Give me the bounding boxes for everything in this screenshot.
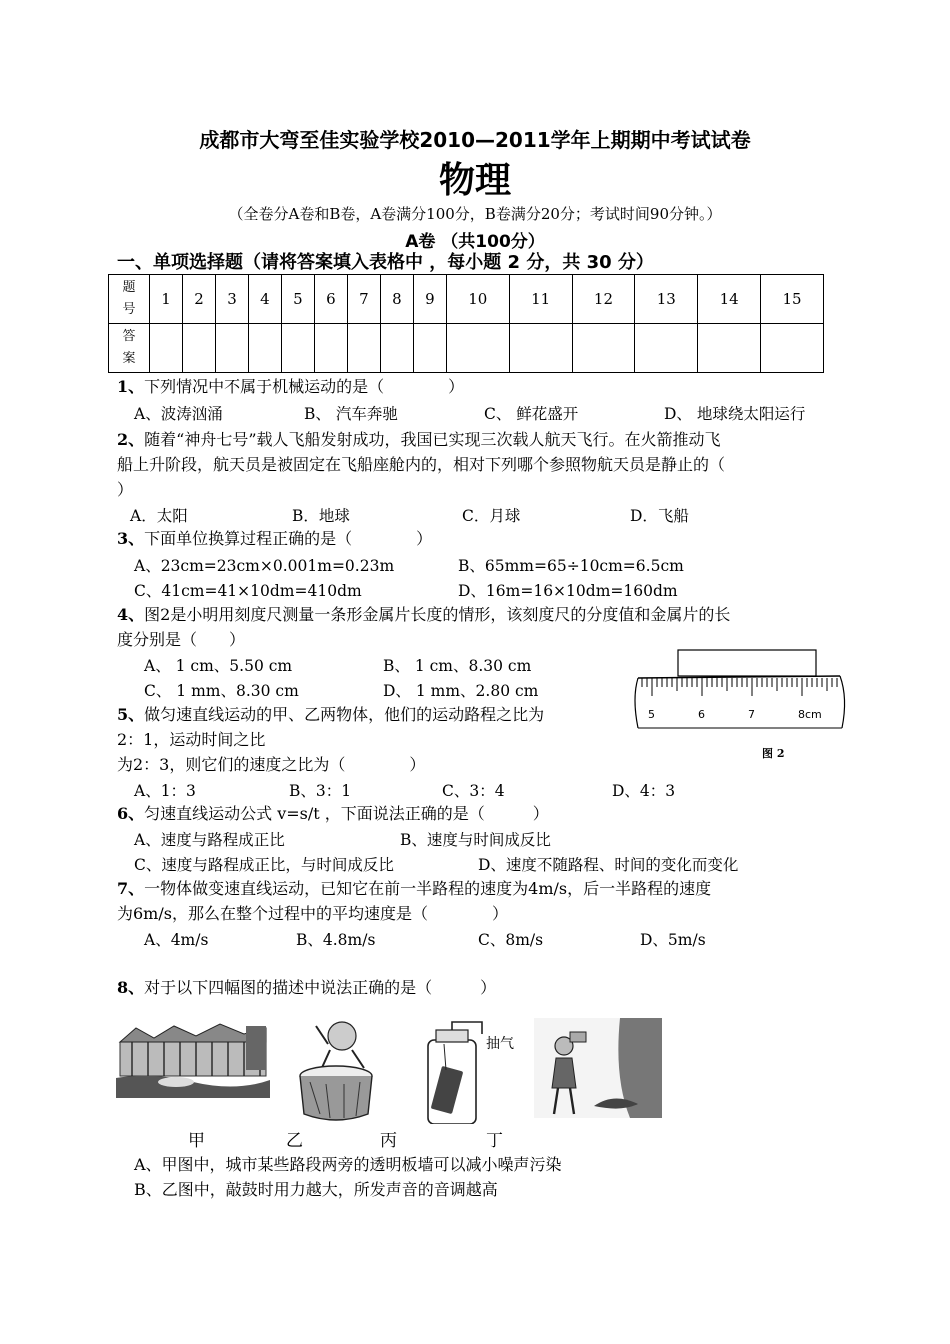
- question-number-cell: 2: [182, 275, 215, 324]
- option-a: A、波涛汹涌: [134, 405, 223, 423]
- picture-bing-vacuum-jar: [414, 1018, 524, 1124]
- answer-table-row-header: [109, 324, 150, 373]
- header-char: 号: [122, 302, 136, 317]
- option-b: B、65mm=65÷10cm=6.5cm: [458, 557, 684, 575]
- question-number-cell: 8: [380, 275, 413, 324]
- question-number-cell: 9: [413, 275, 446, 324]
- picture-ding-person: [534, 1018, 662, 1118]
- figure-label: 图 2: [762, 747, 785, 760]
- answer-table-number-row: [109, 275, 824, 324]
- picture-label-bing: 丙: [380, 1131, 397, 1151]
- answer-table-row-header: [109, 275, 150, 324]
- question-number: 7、: [117, 879, 145, 898]
- answer-cell[interactable]: [150, 324, 183, 373]
- question-number-cell: 15: [761, 275, 824, 324]
- option-b: B、 1 cm、8.30 cm: [383, 657, 532, 675]
- answer-cell[interactable]: [347, 324, 380, 373]
- question-7-line-2: 为6m/s，那么在整个过程中的平均速度是（ ）: [117, 904, 508, 923]
- option-d: D、 1 mm、2.80 cm: [383, 682, 539, 700]
- answer-cell[interactable]: [413, 324, 446, 373]
- question-1: [117, 374, 464, 399]
- answer-cell[interactable]: [572, 324, 635, 373]
- question-number-cell: 6: [314, 275, 347, 324]
- question-number: 5、: [117, 705, 145, 724]
- header-char: 答: [122, 329, 136, 344]
- picture-label-yi: 乙: [286, 1131, 303, 1151]
- exam-note: （全卷分A卷和B卷，A卷满分100分，B卷满分20分；考试时间90分钟。）: [228, 205, 722, 223]
- option-b: B、3：1: [289, 782, 352, 800]
- answer-cell[interactable]: [314, 324, 347, 373]
- question-3: [117, 526, 432, 551]
- option-b: B、 汽车奔驰: [304, 405, 398, 423]
- ruler-top-edge: [638, 676, 840, 678]
- option-a: A、4m/s: [144, 931, 209, 949]
- question-number: 1、: [117, 377, 145, 396]
- subject-title: 物理: [438, 160, 511, 201]
- option-d: D、速度不随路程、时间的变化而变化: [478, 856, 739, 874]
- question-number-cell: 13: [635, 275, 698, 324]
- question-number-cell: 11: [509, 275, 572, 324]
- option-d: D、 地球绕太阳运行: [664, 405, 806, 423]
- question-stem-line: 一物体做变速直线运动，已知它在前一半路程的速度为4m/s，后一半路程的速度: [144, 879, 712, 898]
- question-4: [117, 602, 730, 627]
- answer-cell[interactable]: [698, 324, 761, 373]
- ruler-label: 5: [648, 708, 655, 721]
- question-5: [117, 702, 544, 727]
- ruler-left-edge: [635, 678, 638, 728]
- answer-cell[interactable]: [248, 324, 281, 373]
- answer-cell[interactable]: [446, 324, 509, 373]
- question-number-cell: 5: [281, 275, 314, 324]
- header-char: 案: [122, 351, 136, 366]
- question-number-cell: 1: [150, 275, 183, 324]
- question-2: [117, 427, 721, 452]
- option-d: D、5m/s: [640, 931, 706, 949]
- ruler-label: 8cm: [798, 708, 822, 721]
- picture-yi-drum: [290, 1014, 382, 1124]
- question-6: [117, 801, 549, 826]
- option-a: A、 1 cm、5.50 cm: [144, 657, 293, 675]
- option-c: C、41cm=41×10dm=410dm: [134, 582, 362, 600]
- option-c: C、 鲜花盛开: [484, 405, 579, 423]
- option-a: A、速度与路程成正比: [134, 831, 285, 849]
- answer-table: [108, 274, 824, 373]
- answer-cell[interactable]: [281, 324, 314, 373]
- answer-cell[interactable]: [215, 324, 248, 373]
- ruler-right-edge: [840, 676, 845, 728]
- question-number: 8、: [117, 978, 145, 997]
- option-c: C、3：4: [442, 782, 505, 800]
- option-b: B．地球: [292, 507, 350, 525]
- question-number: 4、: [117, 605, 145, 624]
- question-number-cell: 7: [347, 275, 380, 324]
- question-stem-line: 随着“神舟七号”载人飞船发射成功，我国已实现三次载人航天飞行。在火箭推动飞: [144, 430, 721, 449]
- question-stem: 对于以下四幅图的描述中说法正确的是（ ）: [144, 978, 497, 997]
- header-char: 题: [122, 280, 136, 295]
- pump-air-label: 抽气: [486, 1036, 514, 1052]
- question-4-line-2: 度分别是（ ）: [117, 630, 246, 649]
- picture-jia-sound-barrier: [116, 1020, 270, 1098]
- question-8: [117, 975, 496, 1000]
- paper-a-heading: A卷 （共100分）: [405, 232, 545, 252]
- ruler-ticks: [642, 678, 837, 696]
- question-number-cell: 10: [446, 275, 509, 324]
- question-stem-line: 图2是小明用刻度尺测量一条形金属片长度的情形，该刻度尺的分度值和金属片的长: [144, 605, 731, 624]
- option-d: D、4：3: [612, 782, 676, 800]
- answer-cell[interactable]: [635, 324, 698, 373]
- option-a: A．太阳: [130, 507, 188, 525]
- question-2-line-2: 船上升阶段，航天员是被固定在飞船座舱内的，相对下列哪个参照物航天员是静止的（: [117, 455, 726, 474]
- answer-table-answer-row: [109, 324, 824, 373]
- question-number-cell: 14: [698, 275, 761, 324]
- ruler-label: 7: [748, 708, 755, 721]
- question-stem: 匀速直线运动公式 v=s/t ，下面说法正确的是（ ）: [144, 804, 549, 823]
- option-c: C、 1 mm、8.30 cm: [144, 682, 299, 700]
- question-number: 6、: [117, 804, 145, 823]
- option-a: A、23cm=23cm×0.001m=0.23m: [134, 557, 395, 575]
- option-c: C、速度与路程成正比，与时间成反比: [134, 856, 394, 874]
- question-5-line-2: 2：1，运动时间之比: [117, 730, 266, 749]
- picture-label-ding: 丁: [486, 1131, 503, 1151]
- question-stem: 下列情况中不属于机械运动的是（ ）: [144, 377, 465, 396]
- metal-strip: [678, 650, 816, 676]
- question-stem-line: 做匀速直线运动的甲、乙两物体，他们的运动路程之比为: [144, 705, 545, 724]
- exam-title: 成都市大弯至佳实验学校2010—2011学年上期期中考试试卷: [199, 128, 751, 152]
- option-d: D．飞船: [630, 507, 689, 525]
- option-b: B、速度与时间成反比: [400, 831, 551, 849]
- question-number: 2、: [117, 430, 145, 449]
- answer-cell[interactable]: [509, 324, 572, 373]
- option-b: B、乙图中，敲鼓时用力越大，所发声音的音调越高: [134, 1180, 498, 1199]
- question-stem: 下面单位换算过程正确的是（ ）: [144, 529, 433, 548]
- option-c: C、8m/s: [478, 931, 544, 949]
- answer-cell[interactable]: [761, 324, 824, 373]
- question-5-line-3: 为2：3，则它们的速度之比为（ ）: [117, 755, 426, 774]
- picture-label-jia: 甲: [188, 1131, 205, 1151]
- option-b: B、4.8m/s: [296, 931, 376, 949]
- answer-cell[interactable]: [380, 324, 413, 373]
- answer-cell[interactable]: [182, 324, 215, 373]
- option-a: A、1：3: [134, 782, 196, 800]
- question-2-line-3: ）: [117, 480, 134, 499]
- option-a: A、甲图中，城市某些路段两旁的透明板墙可以减小噪声污染: [134, 1155, 562, 1174]
- question-number-cell: 12: [572, 275, 635, 324]
- question-number-cell: 3: [215, 275, 248, 324]
- question-7: [117, 876, 711, 901]
- question-number-cell: 4: [248, 275, 281, 324]
- ruler-label: 6: [698, 708, 705, 721]
- option-c: C．月球: [462, 507, 521, 525]
- option-d: D、16m=16×10dm=160dm: [458, 582, 678, 600]
- question-number: 3、: [117, 529, 145, 548]
- section-heading: 一、单项选择题（请将答案填入表格中 ，每小题 2 分，共 30 分）: [117, 252, 654, 273]
- ruler-figure: [632, 648, 850, 734]
